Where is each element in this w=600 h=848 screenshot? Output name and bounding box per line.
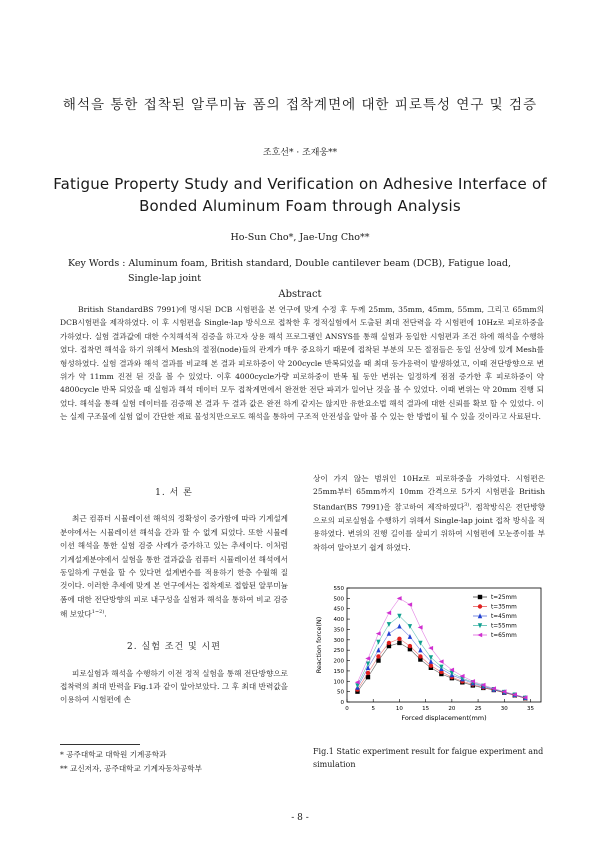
abstract-heading: Abstract [278,289,322,300]
x-tick-label: 25 [474,706,482,712]
legend-label-t=25mm: t=25mm [491,595,517,601]
english-title: Fatigue Property Study and Verification on Adhesive Interface of Bonded Aluminum Foam through Analysis [53,175,547,215]
legend-marker-t=65mm [477,633,482,637]
right-paragraph [313,472,545,554]
y-tick-label: 200 [333,658,344,665]
korean-authors: 조호선* · 조재웅** [262,148,338,158]
data-point-t=65mm [365,656,370,660]
y-tick-label: 100 [333,679,344,686]
x-tick-label: 30 [500,706,508,712]
y-tick-label: 400 [333,617,344,624]
footnotes [60,748,300,776]
right-text-a: 상이 가지 않는 범위인 10Hz로 피로하중을 가하였다. 시험편은 25mm부터 65mm까지 10mm 간격으로 5가지 시험편을 British Standar(BS 7991)을 참고하여 제작하였다 [313,474,545,512]
y-tick-label: 0 [340,700,344,706]
data-point-t=35mm [429,664,433,668]
y-tick-label: 50 [337,689,344,696]
korean-title: 해석을 통한 접착된 알루미늄 폼의 접착계면에 대한 피로특성 연구 및 검증 [62,97,538,113]
data-point-t=35mm [366,671,370,675]
data-point-t=45mm [397,624,401,629]
data-point-t=25mm [397,641,401,645]
x-axis-label: Forced displacement(mm) [401,714,487,722]
legend-marker-t=25mm [478,595,482,599]
data-point-t=65mm [386,611,391,615]
data-point-t=35mm [376,654,380,658]
data-point-t=65mm [418,625,423,629]
data-point-t=55mm [439,665,443,670]
keywords-line1: Aluminum foam, British standard, Double cantilever beam (DCB), Fatigue load, [128,258,511,269]
y-tick-label: 150 [333,668,344,675]
x-tick-label: 0 [345,706,349,712]
data-point-t=65mm [376,631,381,635]
abstract-body: British StandardBS 7991)에 명시된 DCB 시험편을 본 연구에 맞게 수정 후 두께 25mm, 35mm, 45mm, 55mm, 그리고 65mm의 DCB시험편을 제작하였다. 이 후 시험편을 Single-lap 방식으로 접착한 후 정적실험에서 도출된 최대 전단력을 각 시험편에 10Hz로 피로하중을 가하였다. 실험 결과값에 대한 수치해석적 검증을 하고자 상용 해석 프로그램인 ANSYS를 통해 실험과 동일한 시험편과 조건 하에 해석을 수행하였다. 접착면 해석을 하기 위해서 Mesh의 절점(node)들의 관계가 매우 중요하기 때문에 접착된 부분의 모든 절점들은 동일 선상에 있게 Mesh를 형성하였다. 실험 결과와 해석 결과를 비교해 본 결과 피로하중이 약 200cycle 반복되었을 때 최대 등가응력이 발생하였고, 이때 전단방향으로 변위가 약 11mm 진전 된 것을 볼 수 있었다. 이후 4000cycle가량 피로하중이 반복 될 동안 변위는 일정하게 점점 증가한 후 피로하중이 약 4800cycle 반복 되었을 때 실험과 해석 데이터 모두 접착계면에서 완전한 전단 파괴가 일어난 것을 볼 수 있었다. 이때 변위는 약 20mm 진행 되었다. 해석을 통해 실험 데이터를 검증해 본 결과 두 결과 값은 완전 하게 같지는 않지만 유한요소법 해석 결과에 대한 신뢰를 확보 할 수 있었다. 이는 실제 구조물에 실험 없이 간단한 재료 물성치만으로도 해석을 통하여 구조적 안전성을 알아 볼 수 있는 한 방법이 될 수 있을 것이라고 사료된다. [60,305,544,422]
legend-label-t=65mm: t=65mm [491,633,517,639]
intro-reference: 1~2) [91,609,105,616]
data-point-t=55mm [387,622,391,627]
data-point-t=45mm [387,631,391,636]
x-tick-label: 15 [422,706,430,712]
static-experiment-chart [313,580,553,730]
footnote-2: ** 교신저자, 공주대학교 기계자동차공학부 [60,764,202,773]
data-point-t=55mm [429,655,433,660]
right-column [313,472,545,554]
data-point-t=55mm [397,614,401,619]
legend-label-t=55mm: t=55mm [491,623,517,630]
x-tick-label: 35 [527,706,535,712]
data-point-t=35mm [387,641,391,645]
intro-text: 최근 컴퓨터 시뮬레이션 해석의 정확성이 증가함에 따라 기계설계분야에서는 시뮬레이션 해석을 간과 할 수 없게 되었다. 또한 시뮬레이션 해석을 통한 실험 검증 사례가 증가하고 있는 추세이다. 이처럼 기계설계분야에서 실험을 통한 결과값을 컴퓨터 시뮬레이션 해석에서 동일하게 구현을 할 수 있다면 설계변수를 적용하기 한층 수월해 질 것이다. 이러한 추세에 맞게 본 연구에서는 접착제로 접합된 알루미늄 폼에 대한 전단방향의 피로 내구성을 실험과 해석을 통하여 비교 검증해 보았다 [60,514,288,619]
intro-heading: 1. 서 론 [155,488,193,498]
y-tick-label: 500 [333,596,344,603]
y-tick-label: 300 [333,637,344,644]
data-point-t=35mm [408,644,412,648]
footnote-1: * 공주대학교 대학원 기계공학과 [60,750,167,759]
y-tick-label: 550 [333,586,344,592]
page-number: - 8 - [291,813,309,823]
y-tick-label: 250 [333,648,344,655]
y-axis-label: Reaction force(N) [315,616,323,674]
left-column [60,487,288,707]
keywords-label: Key Words : [68,258,126,269]
y-tick-label: 350 [333,627,344,634]
intro-end: . [104,609,107,619]
data-point-t=65mm [397,596,402,600]
data-point-t=35mm [418,654,422,658]
legend-marker-t=35mm [478,604,482,608]
data-point-t=65mm [407,602,412,606]
data-point-t=65mm [428,646,433,650]
intro-paragraph [60,512,288,621]
english-authors: Ho-Sun Cho*, Jae-Ung Cho** [230,232,370,243]
right-reference: 3) [464,501,470,508]
data-point-t=35mm [397,637,401,641]
method-paragraph: 피로실험과 해석을 수행하기 이전 정적 실험을 통해 전단방향으로 접착력의 최대 반력을 Fig.1과 같이 알아보았다. 그 후 최대 반력값을 이용하여 시험편에 손 [60,668,288,705]
x-tick-label: 10 [395,706,403,712]
footnote-rule [60,744,140,745]
method-heading: 2. 실험 조건 및 시편 [127,642,221,653]
x-tick-label: 20 [448,706,456,712]
data-point-t=65mm [439,659,444,663]
keywords-line2: Single-lap joint [128,273,202,284]
legend-label-t=35mm: t=35mm [491,604,517,611]
data-point-t=55mm [376,640,380,645]
x-tick-label: 5 [371,706,375,712]
right-text-b: . 접착방식은 전단방향으로의 피로실험을 수행하기 위해서 Single-lap joint 접착 방식을 적용하였다. 변위의 진행 길이를 살피기 위하여 시험편에 모눈종이를 부착하여 알아보기 쉽게 하였다. [313,502,546,552]
y-tick-label: 450 [333,606,344,613]
legend-label-t=45mm: t=45mm [491,614,517,620]
data-point-t=45mm [408,634,412,639]
figure-caption: Fig.1 Static experiment result for faigue experiment and simulation [313,747,544,769]
keywords [68,256,558,286]
